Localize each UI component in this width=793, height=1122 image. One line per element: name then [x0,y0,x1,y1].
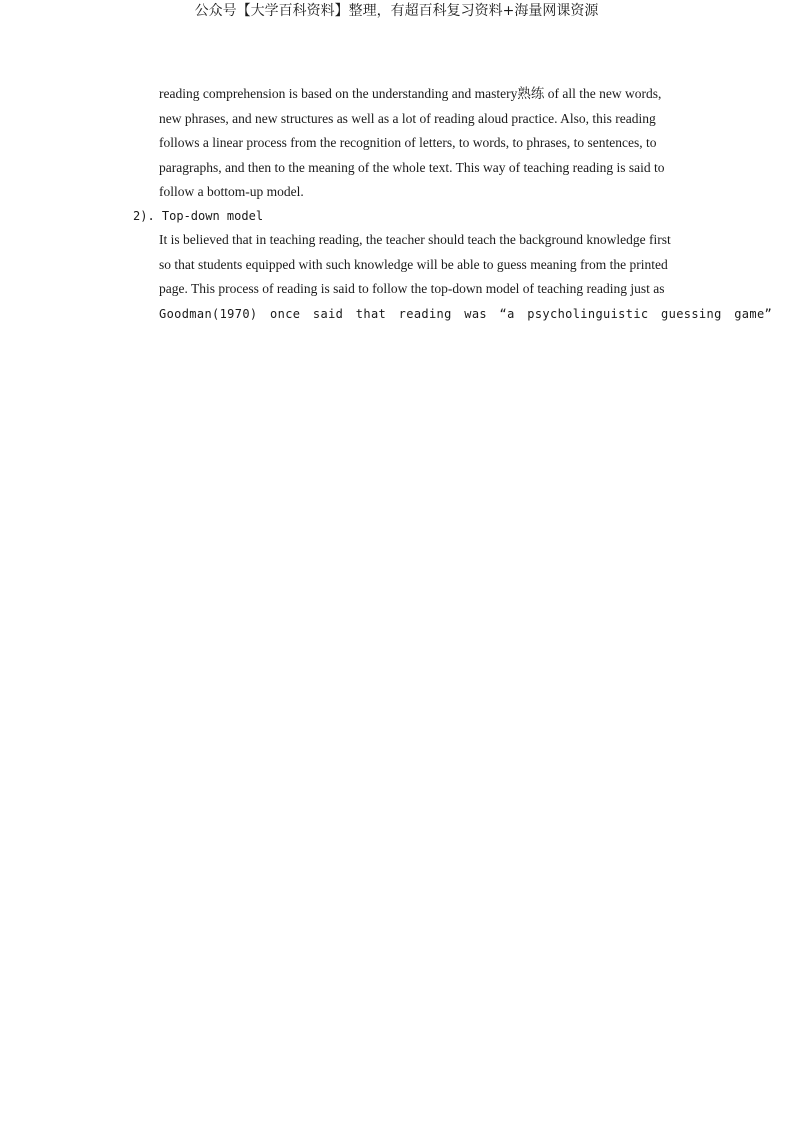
text-line: It is believed that in teaching reading, the teacher should teach the background knowledge first [159,232,671,247]
text-line: follows a linear process from the recognition of letters, to words, to phrases, to sentences, to [159,135,657,150]
page-header-banner: 公众号【大学百科资料】整理，有超百科复习资料+海量网课资源 [194,3,599,19]
text-line: page. This process of reading is said to follow the top-down model of teaching reading just as [159,281,665,296]
text-line: Goodman(1970) once said that reading was “a psycholinguistic guessing game” [159,306,773,321]
text-line: paragraphs, and then to the meaning of the whole text. This way of teaching reading is said to [159,159,665,175]
text-line: so that students equipped with such knowledge will be able to guess meaning from the printed [159,256,668,272]
section-heading-top-down: 2). Top-down model [133,209,264,223]
paragraph-top-down [159,228,773,326]
text-line: reading comprehension is based on the understanding and mastery熟练 of all the new words, [159,86,662,101]
text-line: new phrases, and new structures as well as a lot of reading aloud practice. Also, this reading [159,110,656,126]
text-line: follow a bottom-up model. [159,184,304,199]
paragraph-bottom-up [159,82,699,205]
